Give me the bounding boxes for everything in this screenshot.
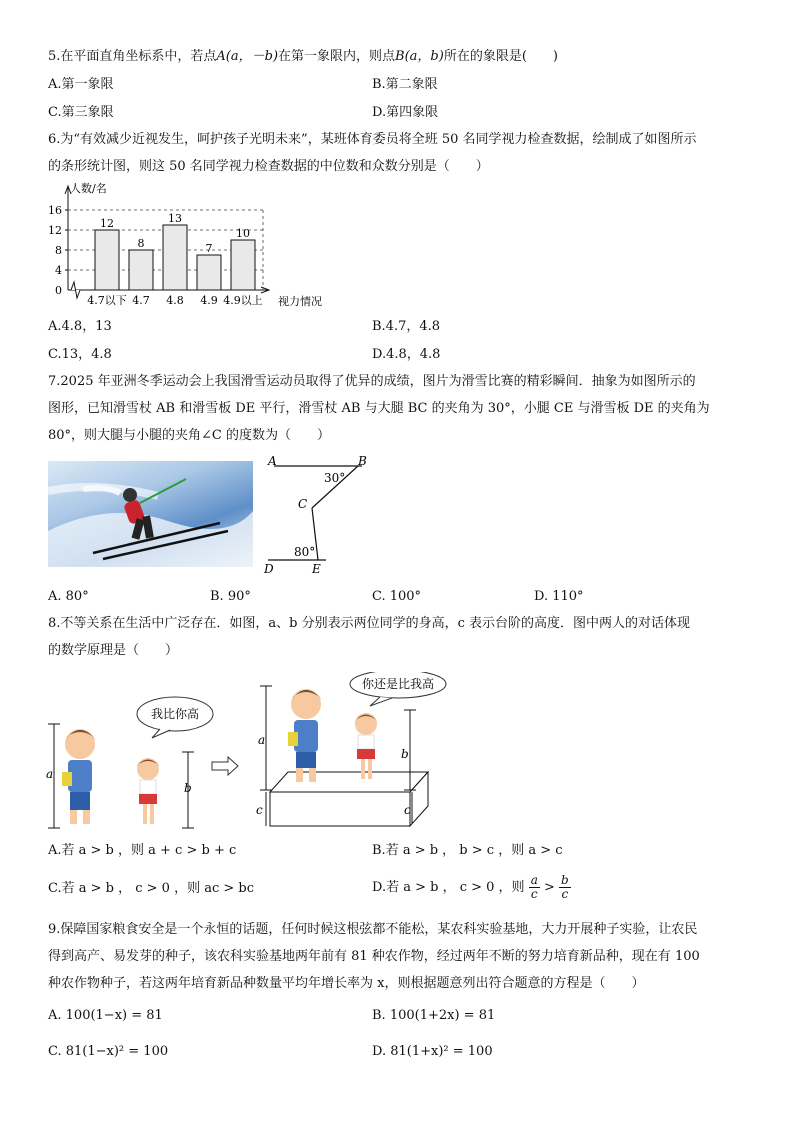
q7-option-c[interactable]: C. 100° [372,589,422,604]
fraction-denominator: c [561,887,569,901]
q6-stem-line2: 的条形统计图，则这 50 名同学视力检查数据的中位数和众数分别是（ ） [48,159,489,174]
q5-option-a[interactable]: A.第一象限 [48,77,114,92]
vision-bar-chart [38,180,358,312]
q5-point-a: A(a，－b) [216,49,279,64]
ski-photo [48,461,253,567]
bar-value-label: 8 [137,237,145,250]
y-tick-label: 12 [48,224,62,237]
label-a-left: a [46,767,54,781]
bubble-right-text: 你还是比我高 [361,677,435,691]
y-tick-label: 16 [48,204,62,217]
fraction-numerator: a [530,873,538,887]
y-axis-label: 人数/名 [70,182,107,195]
label-d: D [264,562,274,576]
x-tick-label: 4.7 [132,294,150,307]
bar [163,225,187,290]
bubble-left-text: 我比你高 [150,707,200,721]
q8-option-c[interactable]: C.若 a > b ， c > 0 ，则 ac > bc [48,881,255,896]
fraction-a-over-c [529,874,540,901]
q8-line1: 8.不等关系在生活中广泛存在．如图，a、b 分别表示两位同学的身高，c 表示台阶的高度．图中两人的对话体现 [48,616,691,631]
q7-option-b[interactable]: B. 90° [210,589,251,604]
bar-value-label: 12 [100,217,114,230]
q6-option-b[interactable]: B.4.7，4.8 [372,319,441,334]
q8-option-a[interactable]: A.若 a > b ，则 a + c > b + c [48,843,237,858]
q9-option-a[interactable]: A. 100(1−x) = 81 [48,1008,163,1023]
bar [231,240,255,290]
q9-line3: 种农作物种子，若这两年培育新品种数量平均年增长率为 x，则根据题意列出符合题意的方程是（ ） [48,976,645,991]
fraction-b-over-c [559,874,571,901]
bar-value-label: 13 [168,212,182,225]
y-tick-label: 8 [55,244,62,257]
q8-line2: 的数学原理是（ ） [48,643,179,658]
q6-option-a[interactable]: A.4.8，13 [48,319,112,334]
q9-line1: 9.保障国家粮食安全是一个永恒的话题，任何时候这根弦都不能松，某农科实验基地，大力开展种子实验，让农民 [48,922,698,937]
q9-option-d[interactable]: D. 81(1+x)² = 100 [372,1044,493,1059]
greater-than-sign: > [544,880,555,895]
label-c-right: c [404,803,411,817]
q5-option-c[interactable]: C.第三象限 [48,105,114,120]
q7-option-d[interactable]: D. 110° [534,589,584,604]
x-axis-label: 视力情况 [278,295,322,308]
label-b: B [358,454,367,468]
angle-e-label: 80° [294,545,316,559]
fraction-denominator: c [530,887,538,901]
q9-line2: 得到高产、易发芽的种子，该农科实验基地两年前有 81 种农作物，经过两年不断的努力培育新品种，现在有 100 [48,949,700,964]
q6-stem-line1: 6.为“有效减少近视发生，呵护孩子光明未来”，某班体育委员将全班 50 名同学视力检查数据，绘制成了如图所示 [48,132,697,147]
q5-stem-part: 5.在平面直角坐标系中，若点 [48,49,217,64]
label-a-right: a [258,733,266,747]
q7-line3: 80°，则大腿与小腿的夹角∠C 的度数为（ ） [48,428,331,443]
label-b-left: b [184,781,192,795]
ski-geometry-figure [262,452,372,577]
y-tick-label: 0 [55,284,62,297]
label-e: E [312,562,321,576]
q7-line1: 7.2025 年亚洲冬季运动会上我国滑雪运动员取得了优异的成绩，图片为滑雪比赛的精彩瞬间．抽象为如图所示的 [48,374,696,389]
q5-stem [48,48,558,66]
q8-option-d[interactable] [372,872,571,904]
fraction-numerator: b [561,873,569,887]
x-tick-label: 4.9 [200,294,218,307]
label-b-right: b [401,747,409,761]
q5-stem-part: 所在的象限是( ) [443,49,558,64]
x-tick-label: 4.7以下 [87,294,127,307]
label-c: C [298,497,308,511]
label-a: A [268,454,277,468]
q5-option-b[interactable]: B.第二象限 [372,77,438,92]
label-c-left: c [256,803,263,817]
angle-b-label: 30° [324,471,346,485]
q8-option-b[interactable]: B.若 a > b ， b > c ，则 a > c [372,843,563,858]
q7-option-a[interactable]: A. 80° [48,589,89,604]
bar-value-label: 10 [236,227,250,240]
x-tick-label: 4.9以上 [223,294,263,307]
q7-line2: 图形，已知滑雪杖 AB 和滑雪板 DE 平行，滑雪杖 AB 与大腿 BC 的夹角为 30°，小腿 CE 与滑雪板 DE 的夹角为 [48,401,710,416]
q5-point-b: B(a，b) [395,49,444,64]
skier-illustration [48,461,253,567]
q5-stem-part: 在第一象限内，则点 [278,49,396,64]
q6-option-c[interactable]: C.13，4.8 [48,347,112,362]
q8-option-d-prefix: D.若 a > b ， c > 0 ，则 [372,880,525,895]
x-tick-label: 4.8 [166,294,184,307]
height-comparison-figure [40,672,470,834]
bar [197,255,221,290]
bar-value-label: 7 [205,242,213,255]
y-tick-label: 4 [55,264,62,277]
q9-option-c[interactable]: C. 81(1−x)² = 100 [48,1044,169,1059]
axis-break [71,282,80,298]
q5-option-d[interactable]: D.第四象限 [372,105,439,120]
q6-option-d[interactable]: D.4.8，4.8 [372,347,441,362]
bar [129,250,153,290]
bar [95,230,119,290]
q9-option-b[interactable]: B. 100(1+2x) = 81 [372,1008,496,1023]
